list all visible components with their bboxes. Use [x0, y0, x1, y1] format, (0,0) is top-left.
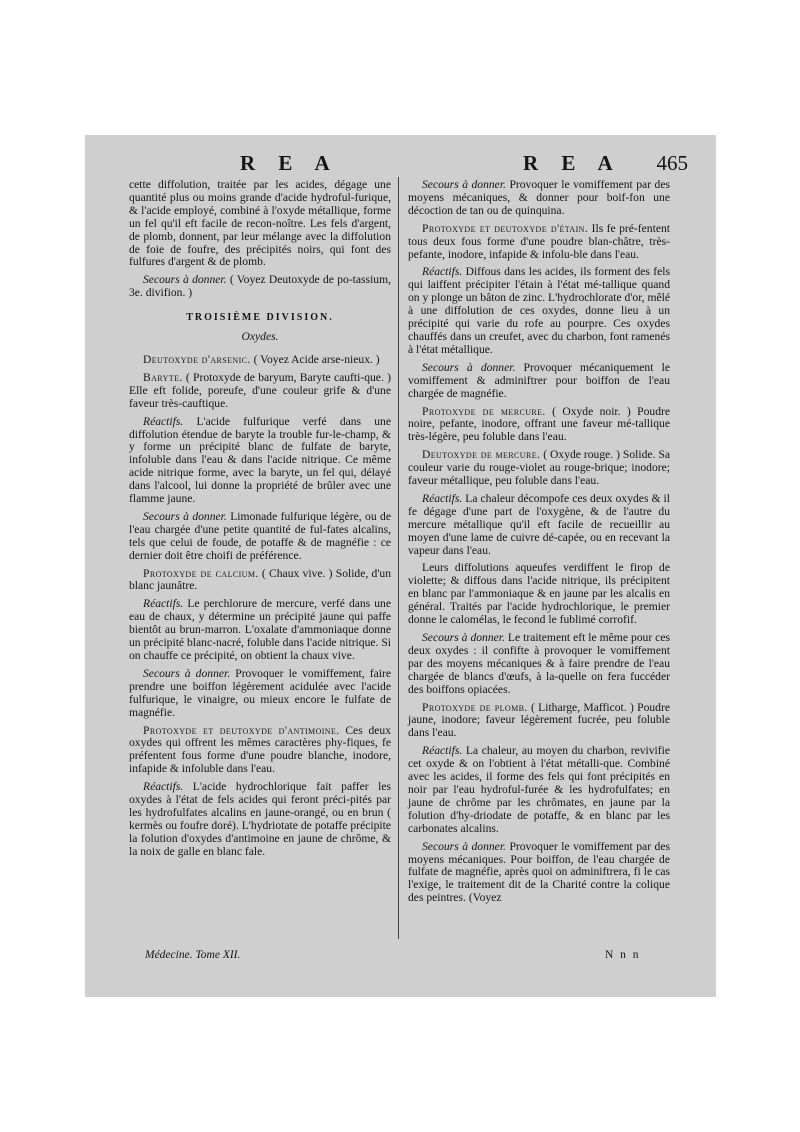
scanned-page	[85, 135, 716, 997]
paragraph	[129, 781, 391, 858]
paragraph	[129, 354, 391, 367]
page-number: 465	[656, 151, 688, 175]
paragraph	[408, 745, 670, 835]
paragraph	[129, 372, 391, 411]
paragraph	[129, 274, 391, 300]
paragraph	[129, 179, 391, 269]
section-title: TROISIÈME DIVISION.	[186, 312, 334, 324]
paragraph-lead: Réactifs.	[143, 780, 184, 794]
subsection-title: Oxydes.	[241, 330, 279, 344]
paragraph-lead: Protoxyde et deutoxyde d'antimoine.	[143, 723, 340, 737]
paragraph-lead: Réactifs.	[143, 597, 184, 611]
paragraph-lead: Réactifs.	[143, 414, 184, 428]
running-head-left: R E A	[240, 151, 339, 175]
paragraph	[408, 841, 670, 906]
running-head-right: R E A	[523, 151, 622, 175]
paragraph-lead: Secours à donner.	[143, 666, 231, 680]
paragraph-text: Ils fe pré-fentent tous deux fous forme d'une poudre blan-châtre, très-pefante, inodore, infapide & infolu-ble dans l'eau.	[408, 221, 670, 261]
paragraph	[408, 449, 670, 488]
signature-mark: N n n	[605, 949, 641, 961]
paragraph-lead: Protoxyde de mercure.	[422, 404, 546, 418]
paragraph	[129, 598, 391, 663]
paragraph-text: cette diffolution, traitée par les acides, dégage une quantité plus ou moins grande d'acide hydroful-furique, & l'acide employé, combiné à l'oxyde métallique, forme un fel qu'il eft facile de recon-noître. Les fels d'argent, de plomb, donnent, par leur mélange avec la diffolution de foie de foufre, des précipités noirs, qui font des fulfures d'argent & de plomb.	[129, 178, 391, 269]
paragraph-lead: Secours à donner.	[143, 509, 227, 523]
paragraph-lead: Protoxyde de plomb.	[422, 700, 528, 714]
paragraph	[129, 668, 391, 720]
paragraph-text: Limonade fulfurique légère, ou de l'eau chargée d'une petite quantité de ful-fates alcalins, tels que celui de foude, de potaffe & de magnéfie : ce dernier doit être choifi de préférence.	[129, 509, 391, 562]
paragraph-text: ( Chaux vive. ) Solide, d'un blanc jaunâtre.	[129, 566, 392, 593]
paragraph	[129, 416, 391, 506]
paragraph	[408, 632, 670, 697]
paragraph	[129, 568, 391, 594]
paragraph-text: ( Protoxyde de baryum, Baryte caufti-que. ) Elle eft folide, poreufe, d'une couleur grife & d'une faveur très-cauftique.	[129, 370, 391, 410]
paragraph	[408, 266, 670, 356]
paragraph-text: Provoquer le vomiffement, faire prendre une boiffon légèrement acidulée avec l'acide fulfurique, le vinaigre, ou mieux encore le fulfate de magnéfie.	[129, 666, 391, 719]
column-divider	[398, 177, 399, 939]
paragraph	[408, 702, 670, 741]
left-column	[129, 179, 391, 864]
paragraph-text: Le perchlorure de mercure, verfé dans une eau de chaux, y détermine un précipité jaune qui paffe bientôt au brun-marron. L'oxalate d'ammoniaque donne un précipité blanc-nacré, foluble dans l'acide nitrique. Si on chauffe ce précipité, on obtient la chaux vive.	[129, 597, 391, 662]
paragraph-text: L'acide fulfurique verfé dans une diffolution étendue de baryte la trouble fur-le-champ, & y forme un précipité blanc de fulfate de baryte, infoluble dans l'eau & dans l'acide nitrique. Ce même acide nitrique forme, avec la baryte, un fel qui, délayé dans l'alcool, lui donne la propriété de brûler avec une flamme jaune.	[129, 414, 391, 506]
paragraph-lead: Secours à donner.	[422, 178, 506, 191]
paragraph-text: Provoquer mécaniquement le vomiffement & adminiftrer pour boiffon de l'eau chargée de magnéfie.	[408, 360, 670, 400]
paragraph	[408, 223, 670, 262]
paragraph	[129, 511, 391, 563]
paragraph-text: Le traitement eft le même pour ces deux oxydes : il confifte à provoquer le vomiffement par des moyens mécaniques & à faire prendre de l'eau chargée de blancs d'œufs, à la-quelle on fera fuccéder des boiffons opiacées.	[408, 631, 670, 696]
paragraph-lead: Protoxyde et deutoxyde d'étain.	[422, 221, 589, 235]
paragraph-text: ( Voyez Deutoxyde de po-tassium, 3e. divifion. )	[129, 273, 391, 300]
paragraph-text: Provoquer le vomiffement par des moyens mécaniques, & donner pour boif-fon une décoction de tan ou de quinquina.	[408, 178, 671, 217]
paragraph-text: Provoquer le vomiffement par des moyens mécaniques. Pour boiffon, de l'eau chargée de fulfate de magnéfie, après quoi on adminiftrera, fi le cas l'exige, le traitement dit de la Charité contre la colique des peintres. (Voyez	[408, 839, 671, 905]
paragraph-text: Ces deux oxydes qui offrent les mêmes caractères phy-fiques, fe préfentent fous forme d'une poudre blanche, inodore, infapide & infoluble dans l'eau.	[129, 723, 391, 776]
paragraph-text: La chaleur, au moyen du charbon, revivifie cet oxyde & on l'obtient à l'état métalli-que. Combiné avec les acides, il forme des fels qui font précipités en noir par l'eau hydroful-furée & les hydrofulfates; en jaune de chrôme par les chrômates, en jaune par la folution d'hy-driodate de potaffe, & en blanc par les carbonates alcalins.	[408, 744, 670, 835]
right-column	[408, 179, 670, 910]
paragraph	[408, 493, 670, 558]
paragraph-lead: Réactifs.	[422, 265, 463, 279]
paragraph-lead: Baryte.	[143, 370, 183, 384]
paragraph-lead: Réactifs.	[422, 491, 463, 505]
paragraph-text: ( Litharge, Mafficot. ) Poudre jaune, inodore; faveur légèrement fucrée, peu foluble dans l'eau.	[408, 700, 670, 740]
paragraph-lead: Protoxyde de calcium.	[143, 566, 259, 580]
paragraph-lead: Secours à donner.	[422, 631, 505, 644]
paragraph-text: La chaleur décompofe ces deux oxydes & il fe dégage d'une part de l'oxygène, & de l'autre du mercure métallique qu'il eft facile de recueillir au moyen d'une lame de cuivre dé-capée, ou en recevant la vapeur dans l'eau.	[408, 491, 670, 557]
paragraph-text: ( Oxyde rouge. ) Solide. Sa couleur varie du rouge-violet au rouge-brique; inodore; faveur métallique, peu foluble dans l'eau.	[408, 448, 670, 488]
paragraph	[408, 179, 670, 218]
paragraph-text: Diffous dans les acides, ils forment des fels qui laiffent précipiter l'étain à l'état mé-tallique quand on y plonge un bâton de zinc. L'hydrochlorate d'or, mêlé à une diffolution de ces oxydes, donne lieu à un précipité qui varie du rofe au pourpre. Ces oxydes chauffés dans un creufet, avec du charbon, font ramenés à l'état métallique.	[408, 265, 670, 356]
paragraph-text: ( Oxyde noir. ) Poudre noire, pefante, inodore, offrant une faveur mé-tallique très-légère, peu foluble dans l'eau.	[408, 404, 671, 444]
signature-footer: Médecine. Tome XII.	[145, 949, 241, 961]
paragraph-lead: Secours à donner.	[422, 360, 516, 374]
paragraph	[408, 362, 670, 401]
paragraph	[408, 406, 670, 445]
paragraph-text: ( Voyez Acide arse-nieux. )	[250, 352, 380, 366]
paragraph-lead: Secours à donner.	[422, 839, 506, 853]
paragraph	[408, 562, 670, 627]
paragraph-lead: Deutoxyde d'arsenic.	[143, 352, 251, 366]
paragraph	[129, 725, 391, 777]
paragraph-text: L'acide hydrochlorique fait paffer les oxydes à l'état de fels acides qui feront préci-pités par les hydrofulfates alcalins en jaune-orangé, ou en brun ( kermès ou foufre doré). L'hydriotate de potaffe précipite la folution d'oxydes d'antimoine en jaune de chrôme, & la noix de galle en blanc fale.	[129, 780, 391, 858]
paragraph-lead: Deutoxyde de mercure.	[422, 448, 541, 462]
paragraph-text: Leurs diffolutions aqueufes verdiffent le firop de violette; & diffous dans l'acide nitrique, ils précipitent en blanc par l'ammoniaque & en jaune par les alcalis en général. Traités par l'acide hydrochlorique, le premier donne le calomélas, le fecond le fublimé corrofif.	[408, 561, 670, 627]
paragraph-lead: Secours à donner.	[143, 273, 227, 287]
paragraph-lead: Réactifs.	[422, 744, 463, 758]
